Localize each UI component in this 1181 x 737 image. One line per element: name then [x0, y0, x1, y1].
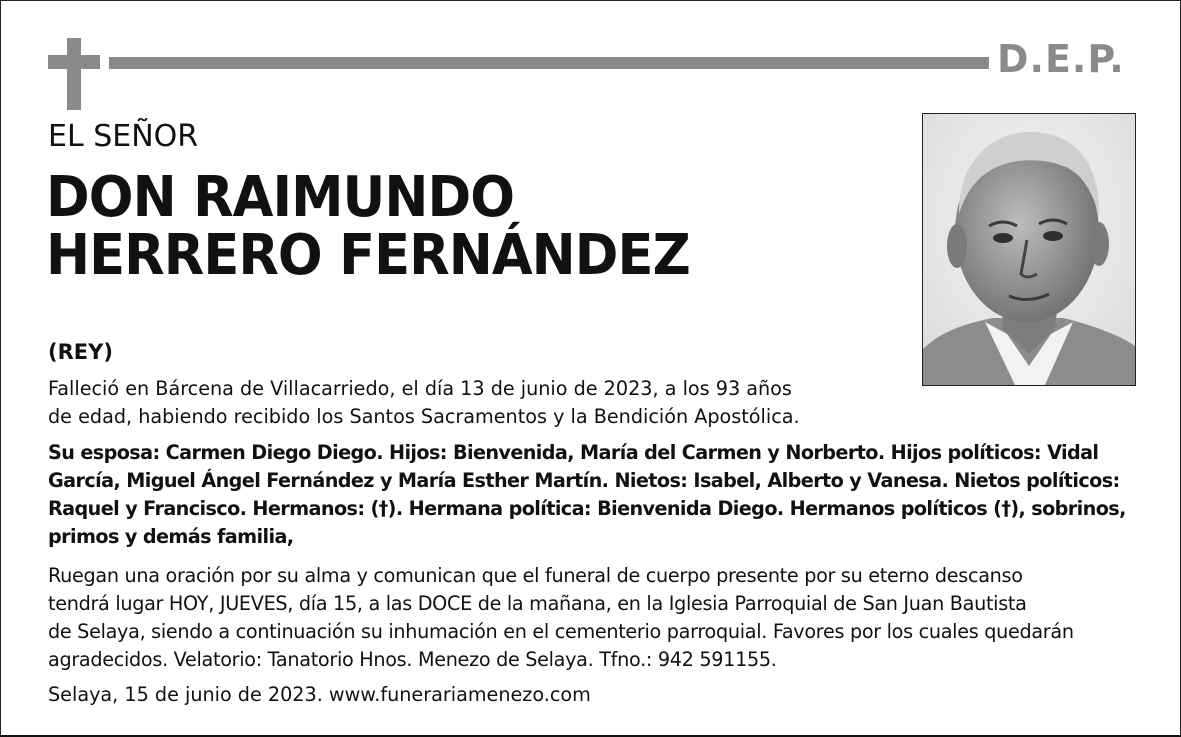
family-list [48, 439, 1158, 551]
family-line: García, Miguel Ángel Fernández y María Esther Martín. Nietos: Isabel, Alberto y Vanesa. Nietos políticos: [48, 469, 1120, 492]
death-line: Falleció en Bárcena de Villacarriedo, el día 13 de junio de 2023, a los 93 años [48, 377, 792, 400]
family-line: Raquel y Francisco. Hermanos: (†). Hermana política: Bienvenida Diego. Hermanos políticos (†), sobrinos, [48, 497, 1126, 520]
title-prefix: EL SEÑOR [48, 119, 199, 154]
footer-line: Selaya, 15 de junio de 2023. www.funerariamenezo.com [48, 683, 591, 706]
header-rule [109, 57, 989, 69]
death-statement [48, 375, 848, 431]
name-line: DON RAIMUNDO [46, 165, 515, 230]
death-line: de edad, habiendo recibido los Santos Sacramentos y la Bendición Apostólica. [48, 405, 800, 428]
funeral-line: tendrá lugar HOY, JUEVES, día 15, a las DOCE de la mañana, en la Iglesia Parroquial de San Juan Bautista [48, 592, 1027, 615]
funeral-line: agradecidos. Velatorio: Tanatorio Hnos. Menezo de Selaya. Tfno.: 942 591155. [48, 648, 777, 671]
name-line: HERRERO FERNÁNDEZ [46, 223, 690, 288]
funeral-line: de Selaya, siendo a continuación su inhumación en el cementerio parroquial. Favores por los cuales quedarán [48, 620, 1074, 643]
nickname: (REY) [48, 340, 113, 364]
portrait-photo [922, 113, 1136, 386]
family-line: primos y demás familia, [48, 525, 294, 548]
funeral-line: Ruegan una oración por su alma y comunican que el funeral de cuerpo presente por su eterno descanso [48, 564, 1023, 587]
family-line: Su esposa: Carmen Diego Diego. Hijos: Bienvenida, María del Carmen y Norberto. Hijos políticos: Vidal [48, 441, 1099, 464]
funeral-details [48, 562, 1158, 674]
dep-label: D.E.P. [997, 37, 1125, 81]
deceased-name [46, 165, 690, 288]
